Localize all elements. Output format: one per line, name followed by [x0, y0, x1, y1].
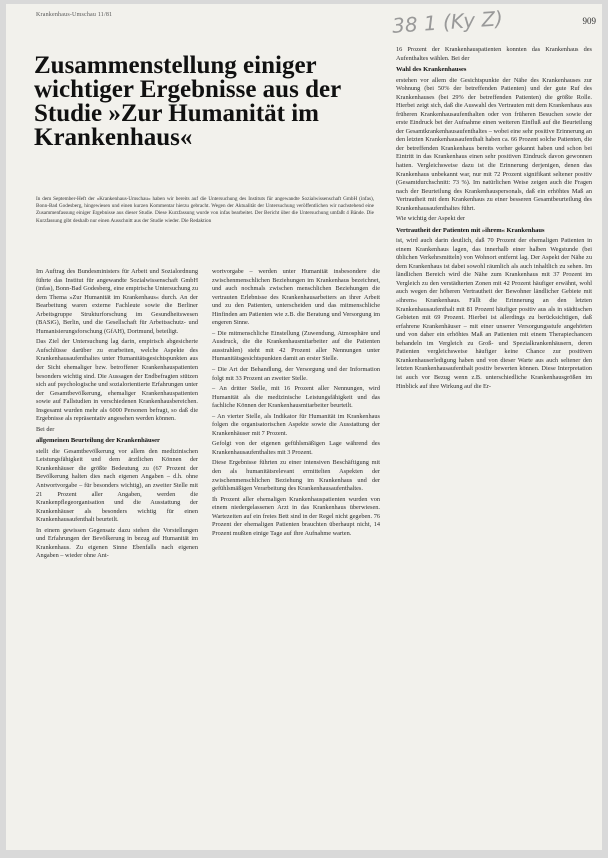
- page-number: 909: [582, 16, 596, 26]
- paragraph: erstehen vor allem die Gesichtspunkte der Nähe des Krankenhauses zur Wohnung (bei 50% der betreffenden Patienten) und der gute Ruf des Krankenhauses (bei 29% der betreffenden Patienten) die größte Rolle. Hierbei zeigt sich, daß die Auswahl des Vertrauten mit dem Krankenhaus aus früheren Krankenhausaufenthalten oder von früheren Besuchen sowie der erste Eindruck bei der Aufnahme einen weiteren Einfluß auf die Beurteilung der Gesamtkrankenhausaufenthaltes – wobei eine sehr positive Erinnerung an den letzten Krankenhausaufenthalt haben ca. 66 Prozent solche Patienten, die der betreffenden Krankenhaus bereits vorher gekannt haben und schon bei Eintritt in das Krankenhaus einen sehr positiven Eindruck davon gewonnen hatten. Vergleichsweise dazu ist die Erinnerung derjenigen, denen das Krankenhaus unbekannt war, nur mit 72 Prozent signifikant seltener positiv (Gesamtdurchschnitt: 73 %). Im natürlichen Weise zeigen auch die Fragen nach der Beurteilung des Krankenhauspersonals, daß ein erhöhtes Maß an Vertrautheit mit dem Krankenhaus zu einer besseren Gesamtbeurteilung des Krankenhausaufenthaltes führt.: [396, 76, 592, 212]
- paragraph: wortvorgabe – werden unter Humanität insbesondere die zwischenmenschlichen Beziehungen im Krankenhaus bezeichnet, und auch nochmals zwischen menschlichen Beziehungen die vertrauten Erlebnisse des Krankenhausarbeiters an ihrer Arbeit und zu den Patienten, unterscheiden und das mitmenschliche Hinfinden am Patienten wie z.B. die Beratung und Versorgung im engeren Sinne.: [212, 268, 380, 327]
- paragraph: 16 Prozent der Krankenhauspatienten konnten das Krankenhaus des Aufenthaltes wählen. Bei der: [396, 46, 592, 62]
- paragraph: stellt die Gesamtbevölkerung vor allem den medizinischen Leistungsfähigkeit und dem ärztlichen Können der Krankenhäuser die größte Bedeutung zu (67 Prozent der Bevölkerung halten dies nach eigenen Angaben – d.h. ohne Antwortvorgabe – für besonders wichtig), an zweiter Stelle mit 21 Prozent aller Angaben, werden die Krankenpflegeorganisation und die Ausstattung der Krankenhäuser als besonders wichtig für einen Krankenhausaufenthalt beurteilt.: [36, 447, 198, 524]
- section-heading: Wahl des Krankenhauses: [396, 66, 467, 74]
- paragraph: Ih Prozent aller ehemaligen Krankenhauspatienten wurden von einem niedergelassenen Arzt in das Krankenhaus überwiesen. Wartezeiten auf ein freies Bett sind in der Regel nicht gegeben. 76 Prozent der ehemaligen Patienten brauchten überhaupt nicht, 14 Prozent mußten einige Tage auf ihre Aufnahme warten.: [212, 495, 380, 537]
- paragraph: Im Auftrag des Bundesministers für Arbeit und Sozialordnung führte das Institut für angewandte Sozialwissenschaft GmbH (infas), Bonn-Bad Godesberg, eine empirische Untersuchung zu dem Thema »Zur Humanität im Krankenhaus« durch. An der Bearbeitung waren externe Fachleute sowie die Berliner Arbeitsgruppe Strukturforschung im Gesundheitswesen (BASiG), Berlin, und die Gesellschaft für Arbeitsschutz- und Humanisierungsforschung (GfAH), Dortmund, beteiligt.: [36, 268, 198, 335]
- paragraph: Wie wichtig der Aspekt der: [396, 215, 465, 223]
- editorial-intro: In dem September-Heft der »Krankenhaus-Umschau« haben wir bereits auf die Untersuchung des Instituts für angewandte Sozialwissenschaft GmbH (infas), Bonn-Bad Godesberg, hingewiesen und einen kurzen Kommentar hierzu gebracht. Wegen der Aktualität der Untersuchung veröffentlichen wir nachstehend eine Zusammenfassung einiger Ergebnisse aus dieser Studie. Diese Kurzfassung wurde von infas bearbeitet. Der Bericht über die Untersuchung umfaßt 4 Bände. Die Kurzfassung gibt deshalb nur einen Ausschnitt aus der Studie wieder. Die Redaktion: [36, 196, 374, 224]
- article-title: Zusammenstellung einiger wichtiger Ergebnisse aus der Studie »Zur Humanität im Krankenhaus«: [34, 52, 341, 151]
- paragraph: Das Ziel der Untersuchung lag darin, empirisch abgesicherte Aufschlüsse darüber zu erarbeiten, welche Aspekte des Krankenhausaufenthaltes unter Humanitätsgesichtspunkten aus der Sicht ehemaliger bzw. betroffener Krankenhauspatienten besonders wichtig sind. Die Aussagen der Endbefragten stützen sich auf psychologische und sozialorientierte Erfahrungen unter der Gesamtbevölkerung, ehemaliger Krankenhauspatienten sowie auf Fallstudien in verschiedenen Krankenhausbereichen. Insgesamt wurden mehr als 6000 Personen befragt, so daß die Ergebnisse als repräsentativ angesehen werden können.: [36, 338, 198, 423]
- handwritten-note: 38 1 (Ky Z): [391, 6, 504, 38]
- paragraph: Gefolgt von der eigenen gefühlsmäßigen Lage während des Krankenhausaufenthaltes mit 3 Prozent.: [212, 440, 380, 456]
- journal-header: Krankenhaus-Umschau 11/81: [36, 12, 113, 18]
- paragraph: Diese Ergebnisse führten zu einer intensiven Beschäftigung mit den als humanitätsrelevant ermittelten Aspekten der zwischenmenschlichen Beziehung im Krankenhaus und der gefühlsmäßigen Verarbeitung des Krankenhausaufenthaltes.: [212, 459, 380, 493]
- section-heading: allgemeinen Beurteilung der Krankenhäuser: [36, 437, 160, 445]
- paragraph: – An vierter Stelle, als Indikator für Humanität im Krankenhaus folgen die organisatorischen Aspekte sowie die Ausstattung der Krankenhäuser mit 7 Prozent.: [212, 412, 380, 437]
- paragraph: Bei der: [36, 425, 55, 433]
- text-column-1: [36, 268, 198, 563]
- text-column-2: [212, 268, 380, 540]
- paragraph: In einem gewissen Gegensatz dazu stehen die Vorstellungen und Erfahrungen der Bevölkerung in bezug auf Humanität im Krankenhaus. Zu eigenen Sinne Ebenfalls nach eigenen Angaben – wieder ohne Ant-: [36, 526, 198, 560]
- paragraph: ist, wird auch darin deutlich, daß 70 Prozent der ehemaligen Patienten in einem Krankenhaus lagen, das innerhalb einer halben Wegstunde (bei üblichen Verkehrsmitteln) von Wohnort entfernt lag. Der Aspekt der Nähe zu dem Krankenhaus ist dabei sowohl räumlich als auch inhaltlich zu sehen. Im ländlichen Bereich wird die Nähe zum Krankenhaus mit 37 Prozent im Vergleich zu den verstädterten Zonen mit 42 Prozent häufiger erwähnt, wohl auch wegen der höheren Vertrautheit der Bewohner ländlicher Gebiete mit »ihrem« Krankenhaus. Fällt die Erinnerung an den letzten Krankenhausaufenthalt mit 81 Prozent häufiger positiv aus als in städtischen Gebieten mit 69 Prozent. Hierbei ist allerdings zu berücksichtigen, daß erfahrene Krankenhäuser – mit einer unserer Versorgungsstufe angehörten und von daher ein erhöhtes Maß an Patienten mit einem Therapiechancen behandeln im Vergleich zu Groß- und Spezialkrankenhäusern, deren Patienten vergleichsweise häufiger keine Chance zur positiven Krankenhauserledigung haben und von dieser Warte aus auch seltener den letzten Krankenhausaufenthalt positiv bewerten können. Diese Interpretation ist auch vor Bezug wenn z.B. unterschiedliche Krankenhausgrößen im Hinblick auf ihre Wirkung auf die Er-: [396, 237, 592, 390]
- paragraph: – Die Art der Behandlung, der Versorgung und der Information folgt mit 33 Prozent an zweiter Stelle.: [212, 366, 380, 382]
- paragraph: – An dritter Stelle, mit 16 Prozent aller Nennungen, wird Humanität als die medizinische Leistungsfähigkeit und das fachliche Können der Krankenhausmitarbeiter beurteilt.: [212, 385, 380, 410]
- text-column-3: [396, 46, 592, 393]
- paragraph: – Die mitmenschliche Einstellung (Zuwendung, Atmosphäre und Ausdruck, die die Krankenhausmitarbeiter auf die Patienten ausstrahlen) steht mit 42 Prozent aller Nennungen unter Humanitätsgesichtspunkten damit an erster Stelle.: [212, 329, 380, 363]
- section-heading: Vertrautheit der Patienten mit »ihrem« Krankenhaus: [396, 226, 545, 234]
